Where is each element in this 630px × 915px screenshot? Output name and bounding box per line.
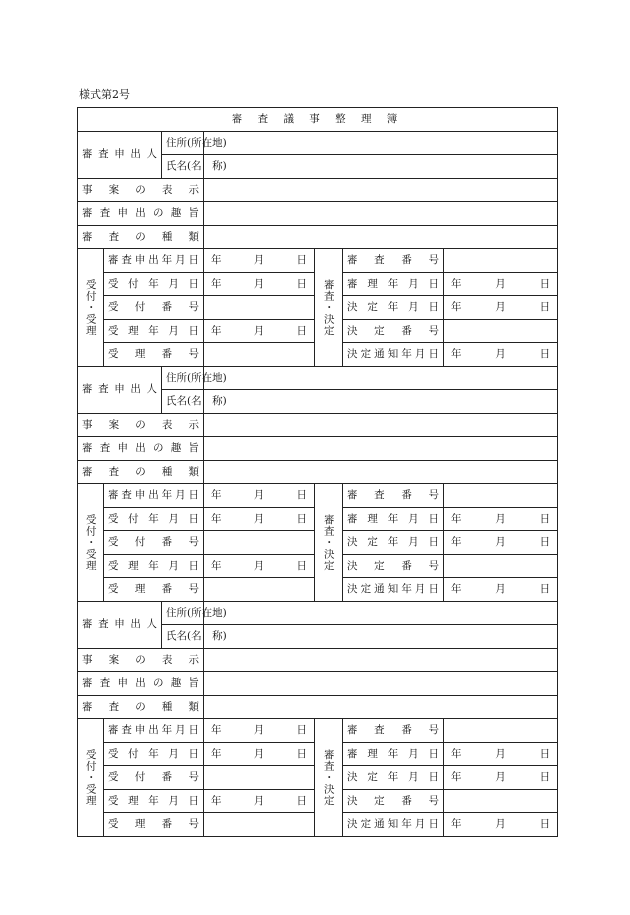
accept-no-field[interactable] xyxy=(204,578,315,602)
review-label: 審査・決定 xyxy=(315,719,343,837)
date-units xyxy=(208,326,310,337)
date-unit-month: 月 xyxy=(253,254,265,266)
notice-date-field[interactable] xyxy=(444,813,558,837)
apply-date-field[interactable] xyxy=(204,249,315,273)
title-row xyxy=(78,108,558,132)
accept-date-label: 受理年月日 xyxy=(104,554,204,578)
date-unit-year: 年 xyxy=(211,794,222,807)
date-unit-month: 月 xyxy=(253,559,265,572)
case-label: 事案の表示 xyxy=(78,178,204,202)
date-units xyxy=(208,514,310,525)
purpose-row xyxy=(78,437,558,461)
type-row xyxy=(78,460,558,484)
review-no-field[interactable] xyxy=(444,249,558,273)
type-label: 審査の種類 xyxy=(78,695,204,719)
review-no-label: 審査番号 xyxy=(343,484,444,508)
date-unit-year: 年 xyxy=(451,536,462,548)
notice-date-field[interactable] xyxy=(444,343,558,367)
date-unit-year: 年 xyxy=(451,348,462,360)
review-no-field[interactable] xyxy=(444,719,558,743)
notice-date-field[interactable] xyxy=(444,578,558,602)
date-units xyxy=(448,819,553,830)
purpose-field[interactable] xyxy=(204,202,558,226)
date-unit-month: 月 xyxy=(253,747,265,760)
date-unit-month: 月 xyxy=(253,277,265,290)
name-label: 氏名(名 称) xyxy=(162,390,204,414)
date-unit-year: 年 xyxy=(451,583,462,595)
date-units xyxy=(208,255,310,266)
name-field[interactable] xyxy=(204,390,558,414)
date-units xyxy=(448,537,553,548)
hearing-date-field[interactable] xyxy=(444,507,558,531)
notice-date-label: 決定通知年月日 xyxy=(343,343,444,367)
applicant-label: 審査申出人 xyxy=(78,366,162,413)
date-unit-year: 年 xyxy=(451,512,462,525)
date-unit-month: 月 xyxy=(253,794,265,807)
review-no-label: 審査番号 xyxy=(343,249,444,273)
date-unit-day: 日 xyxy=(539,348,551,360)
accept-date-field[interactable] xyxy=(204,554,315,578)
date-unit-day: 日 xyxy=(539,583,551,595)
type-row xyxy=(78,225,558,249)
decision-no-label: 決定番号 xyxy=(343,319,444,343)
decision-no-field[interactable] xyxy=(444,554,558,578)
name-label: 氏名(名 称) xyxy=(162,625,204,649)
date-unit-month: 月 xyxy=(253,489,265,501)
hearing-date-label: 審理年月日 xyxy=(343,507,444,531)
date-units xyxy=(208,490,310,501)
case-label: 事案の表示 xyxy=(78,648,204,672)
apply-date-field[interactable] xyxy=(204,719,315,743)
decision-date-label: 決定年月日 xyxy=(343,531,444,555)
decision-date-label: 決定年月日 xyxy=(343,296,444,320)
date-unit-month: 月 xyxy=(495,348,506,360)
decision-date-field[interactable] xyxy=(444,766,558,790)
decision-no-label: 決定番号 xyxy=(343,554,444,578)
address-label: 住所(所在地) xyxy=(162,366,204,390)
decision-no-field[interactable] xyxy=(444,319,558,343)
decision-no-label: 決定番号 xyxy=(343,789,444,813)
name-label: 氏名(名 称) xyxy=(162,155,204,179)
apply-date-label: 審査申出年月日 xyxy=(104,249,204,273)
purpose-label: 審査申出の趣旨 xyxy=(78,672,204,696)
accept-no-label: 受理番号 xyxy=(104,813,204,837)
notice-date-label: 決定通知年月日 xyxy=(343,578,444,602)
accept-no-label: 受理番号 xyxy=(104,578,204,602)
case-row xyxy=(78,648,558,672)
purpose-field[interactable] xyxy=(204,672,558,696)
date-unit-day: 日 xyxy=(296,747,307,760)
date-unit-year: 年 xyxy=(211,324,222,337)
date-unit-day: 日 xyxy=(296,794,307,807)
applicant-label: 審査申出人 xyxy=(78,131,162,178)
purpose-label: 審査申出の趣旨 xyxy=(78,202,204,226)
date-unit-day: 日 xyxy=(296,489,307,501)
receipt-no-field[interactable] xyxy=(204,296,315,320)
date-unit-month: 月 xyxy=(253,512,265,525)
purpose-label: 審査申出の趣旨 xyxy=(78,437,204,461)
hearing-date-label: 審理年月日 xyxy=(343,742,444,766)
decision-no-field[interactable] xyxy=(444,789,558,813)
date-unit-year: 年 xyxy=(211,277,222,290)
case-row xyxy=(78,413,558,437)
reception-label: 受付・受理 xyxy=(78,249,104,367)
date-units xyxy=(208,796,310,807)
date-unit-year: 年 xyxy=(211,254,222,266)
form-number: 様式第2号 xyxy=(79,88,130,101)
type-label: 審査の種類 xyxy=(78,225,204,249)
date-unit-day: 日 xyxy=(296,512,307,525)
date-unit-day: 日 xyxy=(296,724,307,736)
address-field[interactable] xyxy=(204,601,558,625)
apply-date-label: 審査申出年月日 xyxy=(104,484,204,508)
date-unit-day: 日 xyxy=(539,301,551,313)
date-unit-day: 日 xyxy=(296,254,307,266)
date-units xyxy=(448,349,553,360)
apply-date-row xyxy=(78,249,558,273)
accept-no-label: 受理番号 xyxy=(104,343,204,367)
type-field[interactable] xyxy=(204,695,558,719)
address-label: 住所(所在地) xyxy=(162,601,204,625)
decision-date-field[interactable] xyxy=(444,296,558,320)
address-label: 住所(所在地) xyxy=(162,131,204,155)
accept-date-field[interactable] xyxy=(204,319,315,343)
date-unit-year: 年 xyxy=(451,301,462,313)
purpose-field[interactable] xyxy=(204,437,558,461)
review-no-field[interactable] xyxy=(444,484,558,508)
accept-no-field[interactable] xyxy=(204,343,315,367)
date-units xyxy=(208,725,310,736)
receipt-no-label: 受付番号 xyxy=(104,766,204,790)
apply-date-field[interactable] xyxy=(204,484,315,508)
receipt-no-label: 受付番号 xyxy=(104,531,204,555)
case-row xyxy=(78,178,558,202)
reception-label: 受付・受理 xyxy=(78,484,104,602)
date-unit-day: 日 xyxy=(296,277,307,290)
applicant-address-row xyxy=(78,131,558,155)
notice-date-label: 決定通知年月日 xyxy=(343,813,444,837)
date-unit-month: 月 xyxy=(495,301,506,313)
date-unit-year: 年 xyxy=(451,277,462,290)
address-field[interactable] xyxy=(204,131,558,155)
reception-label: 受付・受理 xyxy=(78,719,104,837)
date-unit-year: 年 xyxy=(211,489,222,501)
purpose-row xyxy=(78,672,558,696)
register-table xyxy=(77,107,558,837)
accept-no-field[interactable] xyxy=(204,813,315,837)
case-label: 事案の表示 xyxy=(78,413,204,437)
type-field[interactable] xyxy=(204,225,558,249)
table-title: 審 査 議 事 整 理 簿 xyxy=(78,108,558,132)
date-unit-year: 年 xyxy=(211,512,222,525)
date-units xyxy=(208,749,310,760)
date-unit-month: 月 xyxy=(495,818,506,830)
date-units xyxy=(448,749,553,760)
accept-date-field[interactable] xyxy=(204,789,315,813)
decision-date-label: 決定年月日 xyxy=(343,766,444,790)
case-field[interactable] xyxy=(204,178,558,202)
date-unit-day: 日 xyxy=(296,324,307,337)
hearing-date-field[interactable] xyxy=(444,742,558,766)
date-unit-year: 年 xyxy=(211,724,222,736)
hearing-date-field[interactable] xyxy=(444,272,558,296)
decision-date-field[interactable] xyxy=(444,531,558,555)
receipt-date-label: 受付年月日 xyxy=(104,742,204,766)
applicant-address-row xyxy=(78,366,558,390)
date-unit-month: 月 xyxy=(495,583,506,595)
date-unit-year: 年 xyxy=(451,818,462,830)
name-field[interactable] xyxy=(204,625,558,649)
receipt-date-label: 受付年月日 xyxy=(104,272,204,296)
date-unit-day: 日 xyxy=(539,512,551,525)
date-unit-day: 日 xyxy=(539,277,551,290)
date-units xyxy=(448,584,553,595)
type-row xyxy=(78,695,558,719)
accept-date-label: 受理年月日 xyxy=(104,789,204,813)
review-label: 審査・決定 xyxy=(315,249,343,367)
date-unit-day: 日 xyxy=(539,747,551,760)
date-unit-year: 年 xyxy=(451,771,462,783)
receipt-no-label: 受付番号 xyxy=(104,296,204,320)
applicant-address-row xyxy=(78,601,558,625)
apply-date-row xyxy=(78,719,558,743)
applicant-label: 審査申出人 xyxy=(78,601,162,648)
date-units xyxy=(448,514,553,525)
date-unit-month: 月 xyxy=(495,277,506,290)
receipt-no-field[interactable] xyxy=(204,531,315,555)
receipt-date-field[interactable] xyxy=(204,742,315,766)
review-no-label: 審査番号 xyxy=(343,719,444,743)
address-field[interactable] xyxy=(204,366,558,390)
date-unit-month: 月 xyxy=(495,771,506,783)
apply-date-row xyxy=(78,484,558,508)
date-unit-month: 月 xyxy=(253,724,265,736)
receipt-date-label: 受付年月日 xyxy=(104,507,204,531)
date-unit-day: 日 xyxy=(539,771,551,783)
date-units xyxy=(208,561,310,572)
purpose-row xyxy=(78,202,558,226)
hearing-date-label: 審理年月日 xyxy=(343,272,444,296)
date-unit-year: 年 xyxy=(211,559,222,572)
receipt-date-field[interactable] xyxy=(204,272,315,296)
name-field[interactable] xyxy=(204,155,558,179)
date-units xyxy=(448,772,553,783)
case-field[interactable] xyxy=(204,648,558,672)
date-unit-month: 月 xyxy=(495,747,506,760)
receipt-no-field[interactable] xyxy=(204,766,315,790)
accept-date-label: 受理年月日 xyxy=(104,319,204,343)
date-unit-year: 年 xyxy=(211,747,222,760)
date-unit-month: 月 xyxy=(253,324,265,337)
apply-date-label: 審査申出年月日 xyxy=(104,719,204,743)
date-units xyxy=(448,302,553,313)
date-unit-month: 月 xyxy=(495,512,506,525)
type-field[interactable] xyxy=(204,460,558,484)
case-field[interactable] xyxy=(204,413,558,437)
date-units xyxy=(448,279,553,290)
date-unit-year: 年 xyxy=(451,747,462,760)
date-unit-day: 日 xyxy=(539,818,551,830)
type-label: 審査の種類 xyxy=(78,460,204,484)
date-unit-day: 日 xyxy=(296,559,307,572)
date-unit-day: 日 xyxy=(539,536,551,548)
date-units xyxy=(208,279,310,290)
date-unit-month: 月 xyxy=(495,536,506,548)
receipt-date-field[interactable] xyxy=(204,507,315,531)
review-label: 審査・決定 xyxy=(315,484,343,602)
